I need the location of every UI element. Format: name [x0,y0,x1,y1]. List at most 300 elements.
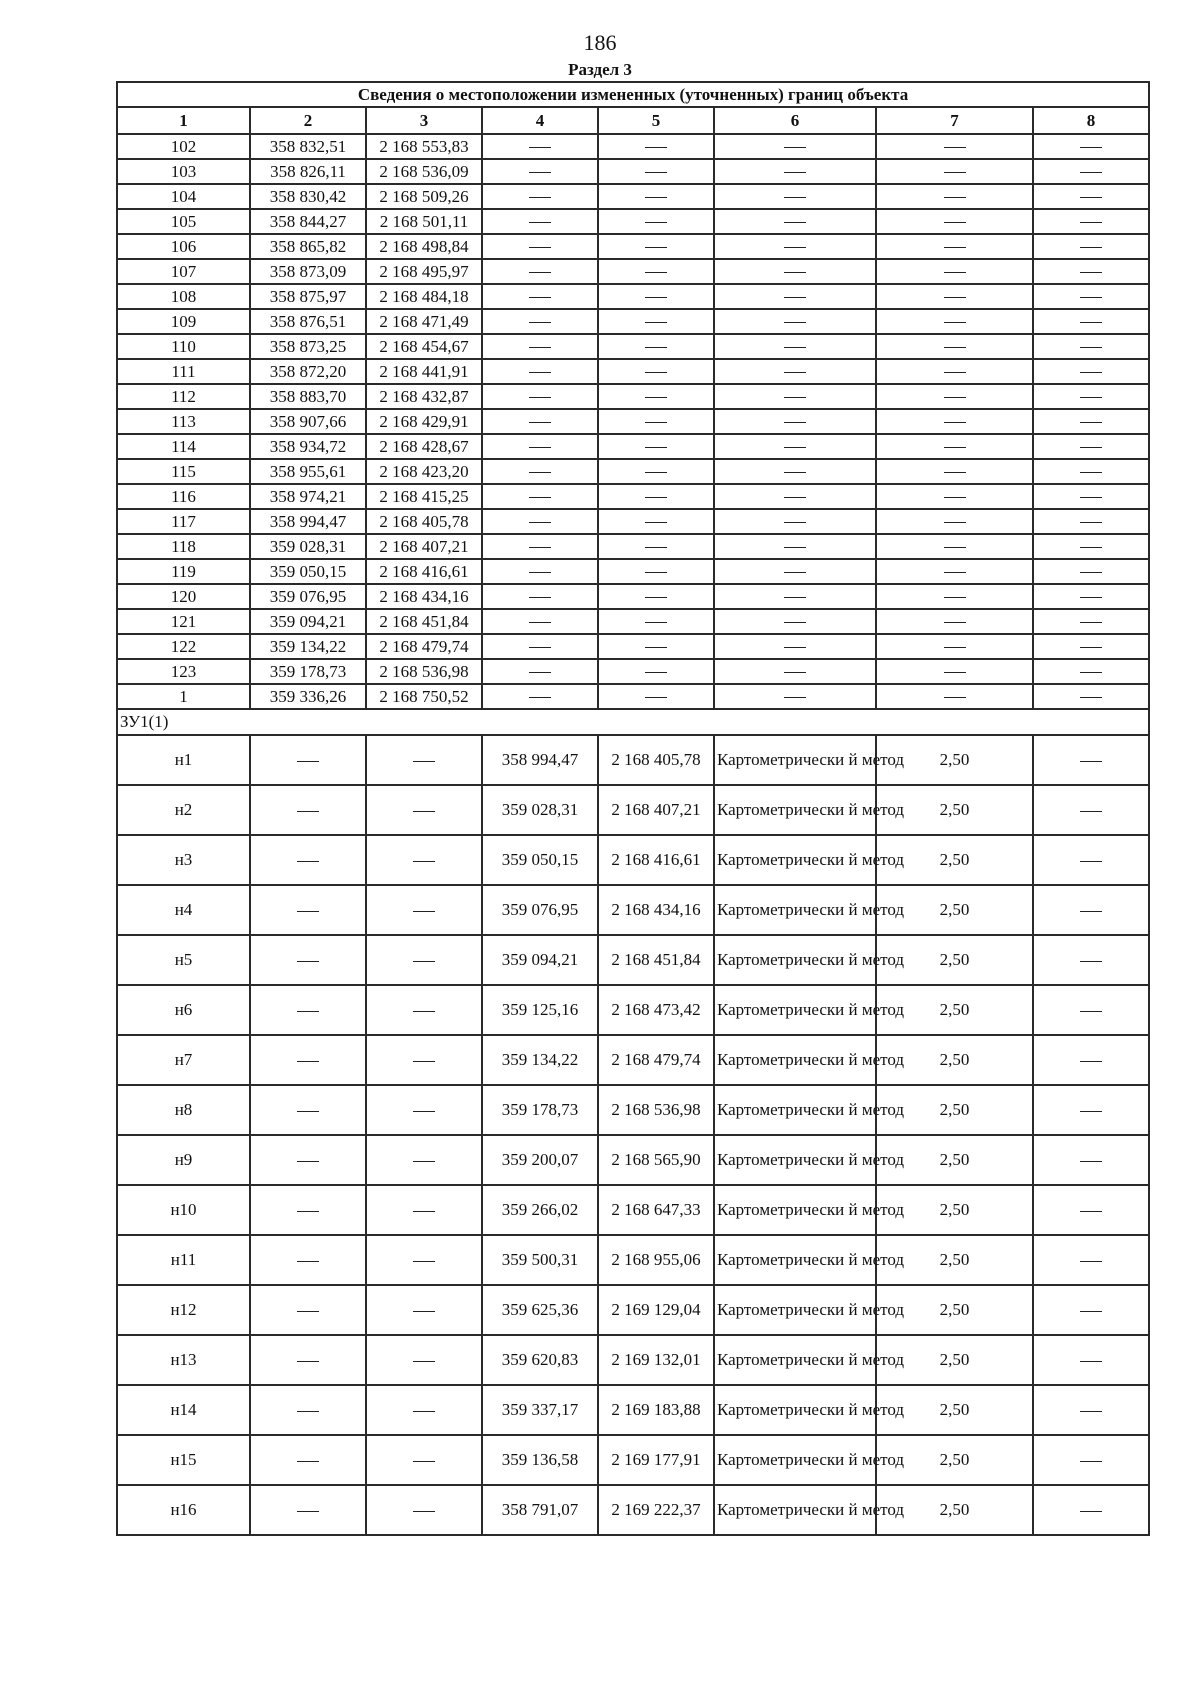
method-empty [714,459,876,484]
accuracy: 2,50 [876,885,1033,935]
existing-x: 358 875,97 [250,284,366,309]
table-title: Сведения о местоположении измененных (уточненных) границ объекта [117,82,1149,107]
empty-dash [297,1061,319,1062]
new-y-empty [598,609,714,634]
description-empty [1033,1335,1149,1385]
empty-dash [1080,1211,1102,1212]
new-y-empty [598,384,714,409]
empty-dash [413,1211,435,1212]
empty-dash [944,697,966,698]
empty-dash [645,697,667,698]
existing-y: 2 168 536,98 [366,659,482,684]
table-row [117,1285,1149,1335]
method-empty [714,209,876,234]
method: Картометрически й метод [714,1285,876,1335]
point-id: 1 [117,684,250,709]
table-row [117,1135,1149,1185]
empty-dash [645,422,667,423]
new-y: 2 168 647,33 [598,1185,714,1235]
empty-dash [297,1411,319,1412]
new-x: 359 178,73 [482,1085,598,1135]
new-x-empty [482,684,598,709]
new-y-empty [598,409,714,434]
empty-dash [944,147,966,148]
existing-y-empty [366,1235,482,1285]
new-y-empty [598,284,714,309]
point-id: н16 [117,1485,250,1535]
accuracy-empty [876,134,1033,159]
table-row [117,1385,1149,1435]
new-y-empty [598,234,714,259]
empty-dash [297,1261,319,1262]
empty-dash [1080,497,1102,498]
empty-dash [413,1061,435,1062]
accuracy-empty [876,434,1033,459]
table-row [117,885,1149,935]
empty-dash [645,272,667,273]
empty-dash [529,672,551,673]
accuracy-empty [876,384,1033,409]
table-row [117,835,1149,885]
empty-dash [1080,322,1102,323]
table-row [117,1435,1149,1485]
empty-dash [1080,1361,1102,1362]
existing-y-empty [366,835,482,885]
existing-y-empty [366,1135,482,1185]
table-row [117,334,1149,359]
empty-dash [1080,347,1102,348]
new-y-empty [598,684,714,709]
new-x: 359 136,58 [482,1435,598,1485]
description-empty [1033,1435,1149,1485]
accuracy: 2,50 [876,1035,1033,1085]
existing-y: 2 168 553,83 [366,134,482,159]
new-x-empty [482,459,598,484]
existing-y-empty [366,785,482,835]
point-id: 115 [117,459,250,484]
method: Картометрически й метод [714,735,876,785]
accuracy-empty [876,534,1033,559]
point-id: 103 [117,159,250,184]
existing-y: 2 168 415,25 [366,484,482,509]
description-empty [1033,1235,1149,1285]
existing-x: 358 873,09 [250,259,366,284]
empty-dash [1080,1161,1102,1162]
new-x-empty [482,584,598,609]
new-x-empty [482,634,598,659]
empty-dash [1080,222,1102,223]
table-row [117,209,1149,234]
description-empty [1033,985,1149,1035]
existing-y-empty [366,985,482,1035]
new-y: 2 169 222,37 [598,1485,714,1535]
existing-x-empty [250,1335,366,1385]
existing-x: 358 873,25 [250,334,366,359]
point-id: н9 [117,1135,250,1185]
description-empty [1033,735,1149,785]
new-x-empty [482,259,598,284]
existing-x-empty [250,1035,366,1085]
method-empty [714,384,876,409]
existing-y: 2 168 498,84 [366,234,482,259]
existing-x: 358 994,47 [250,509,366,534]
method-empty [714,234,876,259]
method-empty [714,359,876,384]
empty-dash [1080,447,1102,448]
empty-dash [784,647,806,648]
new-x-empty [482,159,598,184]
empty-dash [784,472,806,473]
table-row [117,184,1149,209]
description-empty [1033,1035,1149,1085]
existing-y: 2 168 428,67 [366,434,482,459]
new-x-empty [482,559,598,584]
new-y: 2 168 434,16 [598,885,714,935]
empty-dash [529,697,551,698]
new-x-empty [482,334,598,359]
description-empty [1033,184,1149,209]
existing-x: 358 974,21 [250,484,366,509]
existing-x: 358 934,72 [250,434,366,459]
existing-x: 358 826,11 [250,159,366,184]
new-y: 2 168 405,78 [598,735,714,785]
empty-dash [297,811,319,812]
point-id: н4 [117,885,250,935]
column-header: 3 [366,107,482,134]
method-empty [714,559,876,584]
empty-dash [784,372,806,373]
new-y: 2 169 129,04 [598,1285,714,1335]
method: Картометрически й метод [714,1385,876,1435]
point-id: н1 [117,735,250,785]
point-id: 118 [117,534,250,559]
empty-dash [645,497,667,498]
accuracy: 2,50 [876,1485,1033,1535]
empty-dash [645,197,667,198]
new-y: 2 168 536,98 [598,1085,714,1135]
table-row [117,935,1149,985]
existing-x: 359 094,21 [250,609,366,634]
empty-dash [645,647,667,648]
description-empty [1033,1485,1149,1535]
empty-dash [1080,1461,1102,1462]
accuracy-empty [876,609,1033,634]
empty-dash [944,272,966,273]
empty-dash [1080,1511,1102,1512]
empty-dash [784,197,806,198]
column-header: 6 [714,107,876,134]
point-id: 121 [117,609,250,634]
empty-dash [529,422,551,423]
empty-dash [784,547,806,548]
new-y-empty [598,534,714,559]
table-row [117,1235,1149,1285]
table-row [117,534,1149,559]
accuracy: 2,50 [876,735,1033,785]
point-id: 104 [117,184,250,209]
existing-y-empty [366,1385,482,1435]
existing-y-empty [366,1185,482,1235]
existing-x-empty [250,835,366,885]
empty-dash [297,1361,319,1362]
empty-dash [645,347,667,348]
accuracy-empty [876,359,1033,384]
empty-dash [1080,961,1102,962]
table-row [117,309,1149,334]
new-x-empty [482,534,598,559]
empty-dash [944,597,966,598]
existing-x-empty [250,785,366,835]
empty-dash [944,247,966,248]
empty-dash [1080,761,1102,762]
new-y: 2 168 473,42 [598,985,714,1035]
accuracy-empty [876,259,1033,284]
new-x: 359 028,31 [482,785,598,835]
existing-y: 2 168 479,74 [366,634,482,659]
existing-x: 358 876,51 [250,309,366,334]
existing-x: 359 028,31 [250,534,366,559]
point-id: н14 [117,1385,250,1435]
empty-dash [413,1461,435,1462]
accuracy-empty [876,684,1033,709]
accuracy-empty [876,159,1033,184]
new-x: 359 134,22 [482,1035,598,1085]
method: Картометрически й метод [714,1235,876,1285]
method-empty [714,584,876,609]
column-header-row [117,107,1149,134]
empty-dash [645,597,667,598]
empty-dash [1080,172,1102,173]
empty-dash [944,472,966,473]
existing-y: 2 168 407,21 [366,534,482,559]
empty-dash [944,172,966,173]
empty-dash [413,1511,435,1512]
table-row [117,1085,1149,1135]
empty-dash [1080,272,1102,273]
method-empty [714,259,876,284]
empty-dash [645,622,667,623]
empty-dash [1080,147,1102,148]
accuracy-empty [876,284,1033,309]
new-y: 2 168 451,84 [598,935,714,985]
empty-dash [529,522,551,523]
point-id: 123 [117,659,250,684]
empty-dash [645,172,667,173]
empty-dash [784,422,806,423]
point-id: н5 [117,935,250,985]
point-id: 110 [117,334,250,359]
empty-dash [944,347,966,348]
empty-dash [784,247,806,248]
existing-y-empty [366,1035,482,1085]
empty-dash [529,222,551,223]
accuracy-empty [876,334,1033,359]
point-id: н12 [117,1285,250,1335]
empty-dash [1080,1261,1102,1262]
description-empty [1033,509,1149,534]
empty-dash [944,322,966,323]
method: Картометрически й метод [714,835,876,885]
existing-x-empty [250,1285,366,1335]
method-empty [714,134,876,159]
table-row [117,284,1149,309]
description-empty [1033,1185,1149,1235]
existing-y-empty [366,735,482,785]
existing-y: 2 168 432,87 [366,384,482,409]
method: Картометрически й метод [714,1485,876,1535]
column-header: 4 [482,107,598,134]
empty-dash [529,572,551,573]
point-id: н7 [117,1035,250,1085]
new-x: 359 125,16 [482,985,598,1035]
point-id: н10 [117,1185,250,1235]
method-empty [714,484,876,509]
description-empty [1033,209,1149,234]
existing-y-empty [366,885,482,935]
empty-dash [944,197,966,198]
empty-dash [784,222,806,223]
method: Картометрически й метод [714,1035,876,1085]
description-empty [1033,785,1149,835]
existing-x-empty [250,1185,366,1235]
new-y-empty [598,259,714,284]
point-id: н11 [117,1235,250,1285]
table-row [117,634,1149,659]
empty-dash [1080,697,1102,698]
group-label: ЗУ1(1) [117,709,1149,735]
empty-dash [413,911,435,912]
new-x: 359 076,95 [482,885,598,935]
existing-x: 359 336,26 [250,684,366,709]
empty-dash [784,397,806,398]
new-y-empty [598,634,714,659]
existing-x-empty [250,885,366,935]
empty-dash [413,1261,435,1262]
description-empty [1033,284,1149,309]
table-row [117,459,1149,484]
existing-y: 2 168 495,97 [366,259,482,284]
existing-x: 358 907,66 [250,409,366,434]
empty-dash [413,861,435,862]
accuracy: 2,50 [876,1135,1033,1185]
empty-dash [645,522,667,523]
method: Картометрически й метод [714,985,876,1035]
empty-dash [784,447,806,448]
new-x-empty [482,509,598,534]
existing-y: 2 168 416,61 [366,559,482,584]
empty-dash [529,472,551,473]
table-row [117,985,1149,1035]
new-y-empty [598,134,714,159]
empty-dash [784,322,806,323]
accuracy: 2,50 [876,1435,1033,1485]
description-empty [1033,684,1149,709]
method-empty [714,634,876,659]
existing-y: 2 168 434,16 [366,584,482,609]
table-row [117,484,1149,509]
new-x-empty [482,359,598,384]
existing-y-empty [366,1435,482,1485]
empty-dash [645,372,667,373]
empty-dash [529,497,551,498]
empty-dash [944,647,966,648]
empty-dash [944,372,966,373]
existing-y: 2 168 441,91 [366,359,482,384]
empty-dash [784,572,806,573]
new-x-empty [482,434,598,459]
column-header: 1 [117,107,250,134]
method: Картометрически й метод [714,935,876,985]
empty-dash [645,572,667,573]
empty-dash [1080,597,1102,598]
existing-y: 2 168 405,78 [366,509,482,534]
empty-dash [645,222,667,223]
empty-dash [297,1511,319,1512]
description-empty [1033,1285,1149,1335]
empty-dash [784,147,806,148]
method-empty [714,284,876,309]
existing-x-empty [250,1435,366,1485]
method-empty [714,534,876,559]
table-row [117,434,1149,459]
empty-dash [1080,397,1102,398]
existing-x: 359 076,95 [250,584,366,609]
empty-dash [529,622,551,623]
empty-dash [784,597,806,598]
new-x: 359 094,21 [482,935,598,985]
existing-y: 2 168 454,67 [366,334,482,359]
description-empty [1033,459,1149,484]
point-id: 106 [117,234,250,259]
empty-dash [944,297,966,298]
empty-dash [1080,911,1102,912]
empty-dash [944,672,966,673]
accuracy-empty [876,584,1033,609]
description-empty [1033,309,1149,334]
description-empty [1033,159,1149,184]
empty-dash [645,147,667,148]
empty-dash [1080,1061,1102,1062]
existing-y-empty [366,1285,482,1335]
existing-y-empty [366,1485,482,1535]
empty-dash [297,1161,319,1162]
existing-y-empty [366,935,482,985]
existing-x: 359 050,15 [250,559,366,584]
description-empty [1033,534,1149,559]
point-id: 111 [117,359,250,384]
description-empty [1033,584,1149,609]
new-y-empty [598,509,714,534]
empty-dash [297,1111,319,1112]
empty-dash [413,1011,435,1012]
new-y-empty [598,659,714,684]
method-empty [714,659,876,684]
table-row [117,1185,1149,1235]
existing-x-empty [250,1385,366,1435]
accuracy: 2,50 [876,985,1033,1035]
table-row [117,234,1149,259]
empty-dash [645,247,667,248]
point-id: 116 [117,484,250,509]
existing-x-empty [250,1135,366,1185]
empty-dash [297,961,319,962]
empty-dash [1080,1411,1102,1412]
empty-dash [529,147,551,148]
empty-dash [645,397,667,398]
existing-y-empty [366,1335,482,1385]
empty-dash [944,622,966,623]
table-row [117,384,1149,409]
